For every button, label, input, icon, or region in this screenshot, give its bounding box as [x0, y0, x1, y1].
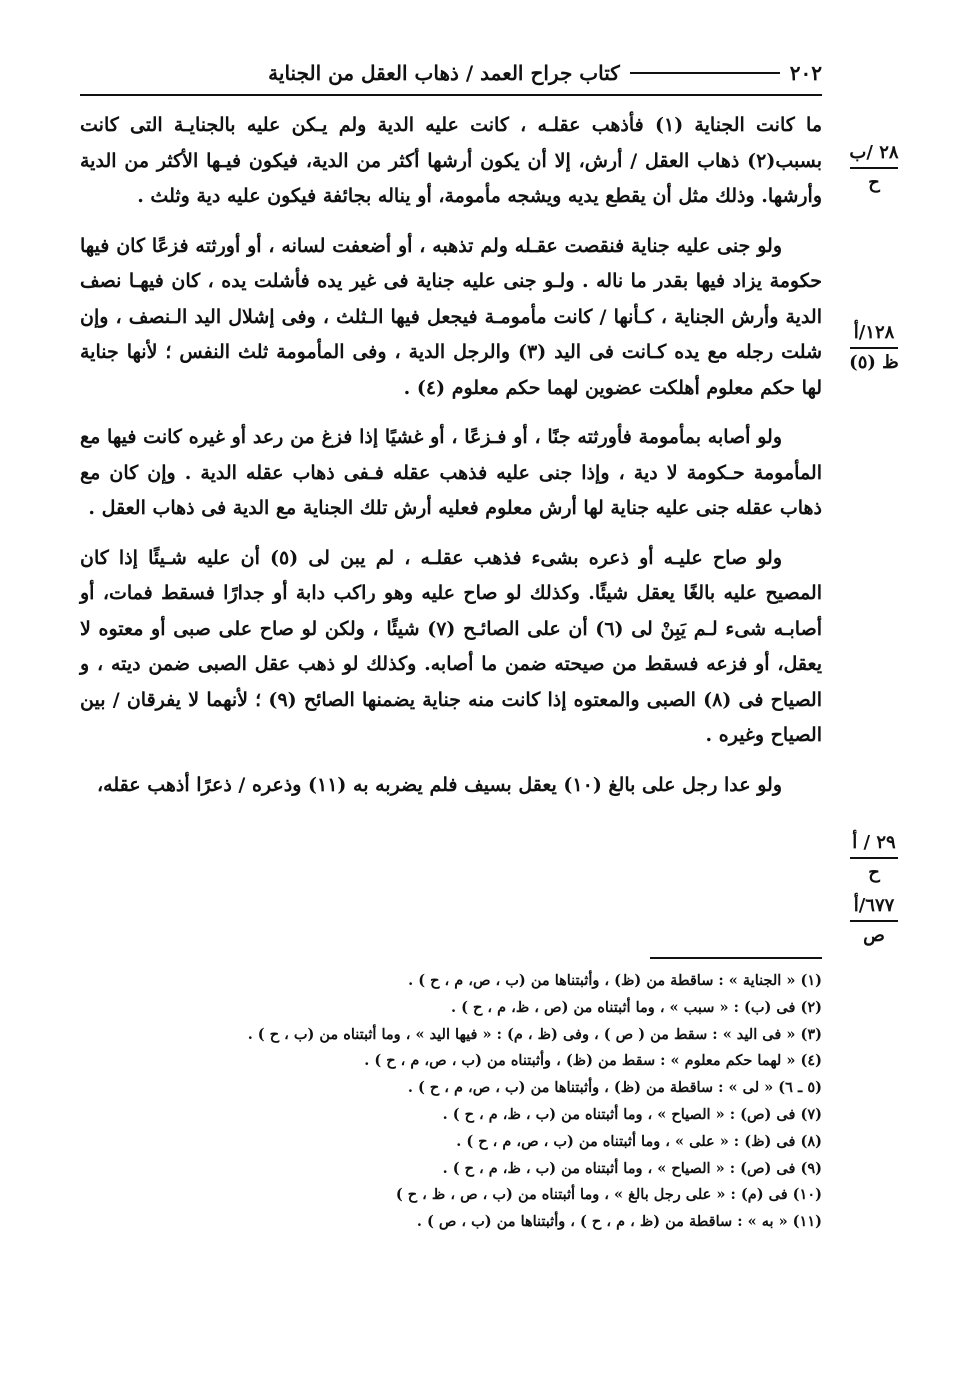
- margin-note-folio: ٢٩ / أ: [852, 832, 896, 853]
- paragraph: ولو جنى عليه جناية فنقصت عقـله ولم تذهبه ، أو أضعفت لسانه ، أو أورثته فزعًا كان فيها حكومة يزاد فيها بقدر ما ناله . ولـو جنى عليه جناية فى غير يده فأشلت يده ، كان فيهـا نصف الدية وأرش الجناية ، كـأنها / كانت مأمومـة فيجعل فيها الـثلث ، وفى إشلال اليد الـنصف ، وإن شلت رجله مع يده كـانت فى اليد (٣) والرجل الدية ، وفى المأمومة ثلث النفس ؛ لأنها جناية لها حكم معلوم أهلكت عضوين لهما حكم معلوم (٤) .: [80, 234, 822, 399]
- margin-note-rule: [850, 167, 898, 169]
- footnote: (١٠) فى (م) : « على رجل بالغ » ، وما أثبتناه من (ب ، ص ، ظ ، ح ): [395, 1186, 822, 1204]
- margin-note-siglum: ح: [868, 172, 880, 193]
- margin-note-rule: [850, 347, 898, 349]
- margin-note-folio: ٢٨ /ب: [849, 142, 899, 163]
- footnote: (١) « الجناية » : ساقطة من (ظ) ، وأثبتناها من (ب ، ص، م ، ح ) .: [408, 972, 822, 989]
- footnotes: [120, 968, 822, 1236]
- footnote: (٧) فى (ص) : « الصياح » ، وما أثبتناه من (ب ، ظ، م ، ح ) .: [442, 1105, 822, 1123]
- header-dash-line: [630, 72, 780, 74]
- header-title: كتاب جراح العمد / ذهاب العقل من الجناية: [268, 61, 620, 85]
- footnote: (٢) فى (ب) : « سبب » ، وما أثبتناه من (ص ، ظ، م ، ح ) .: [451, 998, 822, 1016]
- footnote-separator: [650, 957, 822, 959]
- footnote: (٥ ـ ٦) « لى » : ساقطة من (ظ) ، وأثبتناها من (ب ، ص، م ، ح ) .: [407, 1079, 822, 1097]
- page-number: ٢٠٢: [789, 61, 822, 85]
- paragraph: ولو عدا رجل على بالغ (١٠) يعقل بسيف فلم يضربه به (١١) وذعره / ذعرًا أذهب عقله،: [97, 773, 782, 796]
- footnote: (٣) « فى اليد » : سقط من ( ص ) ، وفى (ظ ، م) : « فيها اليد » ، وما أثبتناه من (ب ، ح ) .: [247, 1025, 822, 1043]
- running-header: [80, 55, 822, 91]
- margin-note-siglum: ص: [863, 925, 885, 946]
- header-rule: [80, 94, 822, 96]
- margin-note-folio: ١٢٨/أ: [853, 322, 895, 343]
- margin-note-rule: [850, 920, 898, 922]
- margin-note: [846, 832, 902, 884]
- margin-note: [846, 142, 902, 194]
- footnote: (١١) « به » : ساقطة من (ظ ، م ، ح ) ، وأثبتناها من (ب ، ص ) .: [416, 1213, 822, 1231]
- footnote: (٩) فى (ص) : « الصياح » ، وما أثبتناه من (ب ، ظ، م ، ح ) .: [442, 1159, 822, 1177]
- margin-note-siglum: ظ (٥): [849, 352, 899, 373]
- margin-note: [846, 895, 902, 947]
- margin-note-rule: [850, 857, 898, 859]
- margin-note-siglum: ح: [868, 862, 880, 883]
- paragraph: ولو صاح عليـه أو ذعره بشىء فذهب عقلـه ، لم يبن لى (٥) أن عليه شـيئًا إذا كان المصيح عليه بالغًا يعقل شيئًا. وكذلك لو صاح عليه وهو راكب دابة أو جدارًا فسقط فمات، أو أصابـه شىء لـم يَبِنْ لى (٦) أن على الصائـح (٧) شيئًا ، ولكن لو صاح على صبى أو معتوه لا يعقل، أو فزعه فسقط من صيحته ضمن ما أصابه. وكذلك لو ذهب عقل الصبى ضمن ديته ، و الصياح فى (٨) الصبى والمعتوه إذا كانت منه جناية يضمنها الصائح (٩) ؛ لأنهما لا يفرقان / بين الصياح وغيره .: [80, 546, 823, 746]
- paragraph: ولو أصابه بمأمومة فأورثته جنًا ، أو فـزعًا ، أو غشيًا إذا فزغ من رعد أو غيره كانت فيها مع المأمومة حـكومة لا دية ، وإذا جنى عليه فذهب عقله فـفى ذهاب عقله الدية . وإن كان مع ذهاب عقله جنى عليه جناية لها أرش معلوم فعليه أرش تلك الجناية مع الدية فى ذهاب العقل .: [80, 426, 822, 519]
- footnote: (٤) « لهما حكم معلوم » : سقط من (ظ) ، وأثبتناه من (ب ، ص، م ، ح ) .: [364, 1052, 822, 1070]
- footnote: (٨) فى (ظ) : « على » ، وما أثبتناه من (ب ، ص، م ، ح ) .: [456, 1132, 822, 1150]
- margin-note-folio: ٦٧٧/أ: [853, 895, 895, 916]
- margin-note: [846, 322, 902, 374]
- paragraph: ما كانت الجناية (١) فأذهب عقلـه ، كانت عليه الدية ولم يـكن عليه بالجنايـة التى كانت بسبب(٢) ذهاب العقل / أرش، إلا أن يكون أرشها أكثر من الدية، فيكون فيـها الأكثر من الدية وأرشها. وذلك مثل أن يقطع يديه ويشجه مأمومة، أو يناله بجائفة فيكون عليه دية وثلث .: [80, 114, 822, 207]
- main-text: [80, 108, 822, 817]
